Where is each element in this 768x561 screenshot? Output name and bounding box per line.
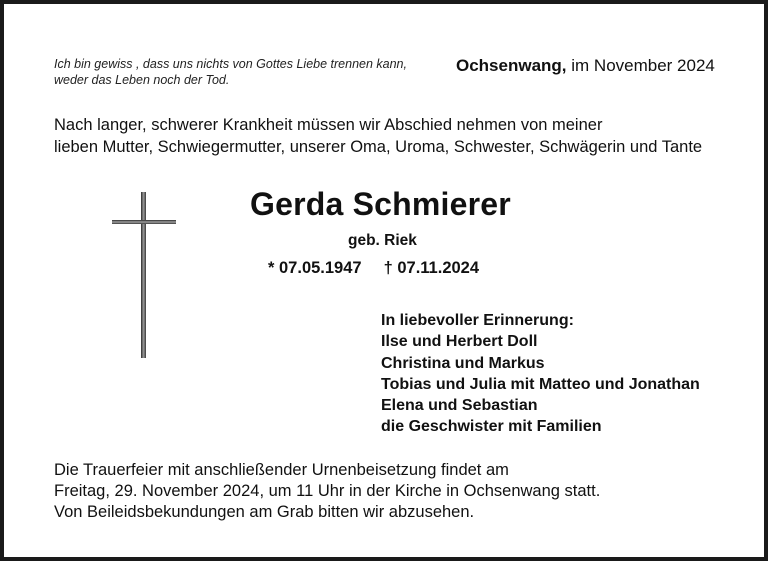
place: Ochsenwang, (456, 56, 567, 75)
quote-line-2: weder das Leben noch der Tod. (54, 73, 230, 87)
mourner-entry: die Geschwister mit Familien (381, 418, 602, 436)
deceased-name: Gerda Schmierer (250, 186, 511, 222)
quote-line-1: Ich bin gewiss , dass uns nichts von Gottes Liebe trennen kann, (54, 57, 407, 71)
service-details (54, 460, 600, 523)
intro-text (54, 114, 702, 158)
intro-line-1: Nach langer, schwerer Krankheit müssen wir Abschied nehmen von meiner (54, 116, 603, 134)
service-line-1: Die Trauerfeier mit anschließender Urnenbeisetzung findet am (54, 461, 509, 479)
place-date (456, 56, 715, 76)
service-line-3: Von Beileidsbekundungen am Grab bitten wir abzusehen. (54, 503, 475, 521)
intro-line-2: lieben Mutter, Schwiegermutter, unserer Oma, Uroma, Schwester, Schwägerin und Tante (54, 138, 703, 156)
maiden-name: geb. Riek (348, 232, 417, 249)
mourners-heading: In liebevoller Erinnerung: (381, 312, 574, 329)
mourner-entry: Ilse und Herbert Doll (381, 333, 538, 351)
life-dates (268, 259, 479, 278)
mourners-list (381, 310, 700, 438)
service-line-2: Freitag, 29. November 2024, um 11 Uhr in der Kirche in Ochsenwang statt. (54, 482, 601, 500)
date: im November 2024 (566, 56, 715, 75)
cross-icon (112, 190, 176, 360)
birth-date: * 07.05.1947 (268, 259, 362, 277)
death-date: † 07.11.2024 (383, 259, 480, 277)
bible-quote (54, 56, 407, 88)
mourner-entry: Elena und Sebastian (381, 397, 538, 415)
mourner-entry: Tobias und Julia mit Matteo und Jonathan (381, 375, 700, 393)
mourner-entry: Christina und Markus (381, 354, 545, 372)
